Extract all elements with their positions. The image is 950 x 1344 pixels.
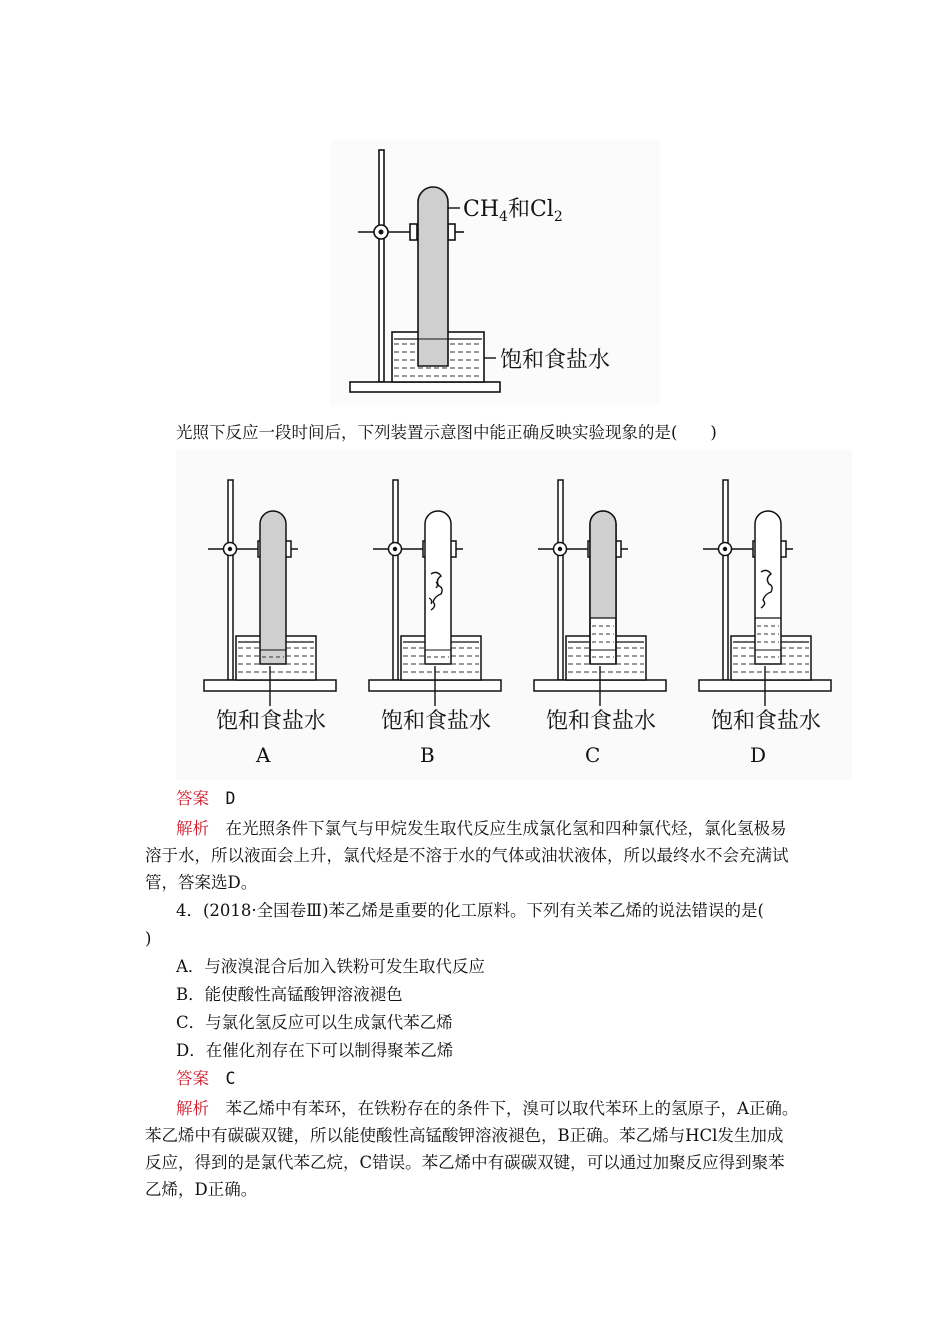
q3-analysis-label: 解析 [176, 819, 209, 838]
q3-analysis-line-1: 解析 在光照条件下氯气与甲烷发生取代反应生成氯化氢和四种氯代烃，氯化氢极易 [176, 819, 787, 838]
q3-analysis-line-3: 管，答案选D。 [145, 873, 258, 892]
question-stem: 光照下反应一段时间后，下列装置示意图中能正确反映实验现象的是( ) [176, 423, 717, 442]
q4-option-d: D．在催化剂存在下可以制得聚苯乙烯 [176, 1041, 454, 1060]
q4-answer-label: 答案 [176, 1069, 209, 1088]
q4-analysis-line-2: 苯乙烯中有碳碳双键，所以能使酸性高锰酸钾溶液褪色，B正确。苯乙烯与HCl发生加成 [145, 1126, 784, 1145]
q4-stem-line-1: 4．(2018·全国卷Ⅲ)苯乙烯是重要的化工原料。下列有关苯乙烯的说法错误的是( [176, 901, 764, 920]
q3-answer-value: D [225, 789, 236, 808]
option-a-water-label: 饱和食盐水 [216, 709, 327, 734]
q4-option-c: C．与氯化氢反应可以生成氯代苯乙烯 [176, 1013, 453, 1032]
q4-analysis-line-3: 反应，得到的是氯代苯乙烷，C错误。苯乙烯中有碳碳双键，可以通过加聚反应得到聚苯 [145, 1153, 785, 1172]
q3-answer-label: 答案 [176, 789, 209, 808]
water-label: 饱和食盐水 [500, 348, 611, 373]
gas-label-sub4: 4 [499, 209, 508, 225]
q4-analysis-line-1: 解析 苯乙烯中有苯环，在铁粉存在的条件下，溴可以取代苯环上的氢原子，A正确。 [176, 1099, 799, 1118]
option-d-letter: D [750, 743, 767, 767]
option-d-water-label: 饱和食盐水 [711, 709, 822, 734]
q4-answer-value: C [225, 1069, 236, 1088]
svg-text:CH4和Cl2 [463, 197, 563, 225]
q3-analysis-line-2: 溶于水，所以液面会上升，氯代烃是不溶于水的气体或油状液体，所以最终水不会充满试 [145, 846, 789, 865]
option-c-water-label: 饱和食盐水 [546, 709, 657, 734]
gas-label-sub2: 2 [553, 209, 563, 225]
q4-analysis-line-4: 乙烯，D正确。 [145, 1180, 258, 1199]
options-figure [176, 450, 852, 780]
gas-label: CH [463, 197, 500, 222]
gas-label-and: 和Cl [507, 197, 554, 222]
option-b-water-label: 饱和食盐水 [381, 709, 492, 734]
q3-answer-row [176, 789, 235, 809]
q4-analysis-label: 解析 [176, 1099, 209, 1118]
option-b-letter: B [420, 743, 435, 767]
top-apparatus-figure [330, 140, 660, 405]
q4-stem-line-2: ) [145, 929, 152, 948]
q4-option-b: B．能使酸性高锰酸钾溶液褪色 [176, 985, 403, 1004]
option-a-letter: A [256, 743, 271, 767]
option-c-letter: C [585, 743, 601, 767]
q4-answer-row [176, 1069, 235, 1089]
q4-option-a: A．与液溴混合后加入铁粉可发生取代反应 [176, 957, 485, 976]
